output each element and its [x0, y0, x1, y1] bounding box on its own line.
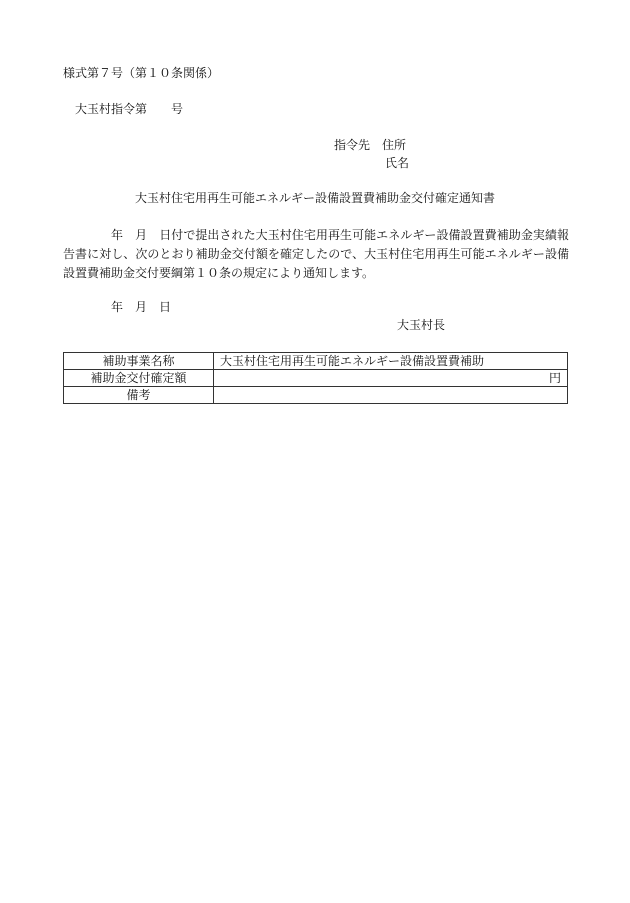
row-value-confirmed-amount: 円 [214, 370, 568, 387]
issuer-name: 大玉村長 [397, 318, 446, 332]
row-value-project-name: 大玉村住宅用再生可能エネルギー設備設置費補助 [214, 353, 568, 370]
recipient-address-label: 指令先 住所 [334, 138, 407, 152]
issue-date: 年 月 日 [111, 300, 172, 314]
table-row [64, 370, 568, 387]
row-label-confirmed-amount: 補助金交付確定額 [64, 370, 214, 387]
form-number: 様式第７号（第１０条関係） [63, 66, 220, 80]
body-paragraph: 年 月 日付で提出された大玉村住宅用再生可能エネルギー設備設置費補助金実績報告書に対し、次のとおり補助金交付額を確定したので、大玉村住宅用再生可能エネルギー設備設置費補助金交付要綱第１０条の規定により通知します。 [63, 228, 569, 280]
row-label-project-name: 補助事業名称 [64, 353, 214, 370]
summary-table [63, 352, 568, 404]
order-number: 大玉村指令第 号 [75, 102, 184, 116]
row-label-remarks: 備考 [64, 387, 214, 404]
table-row [64, 387, 568, 404]
table-row [64, 353, 568, 370]
document-title: 大玉村住宅用再生可能エネルギー設備設置費補助金交付確定通知書 [134, 191, 495, 205]
recipient-name-label: 氏名 [385, 156, 410, 170]
row-value-remarks [214, 387, 568, 404]
